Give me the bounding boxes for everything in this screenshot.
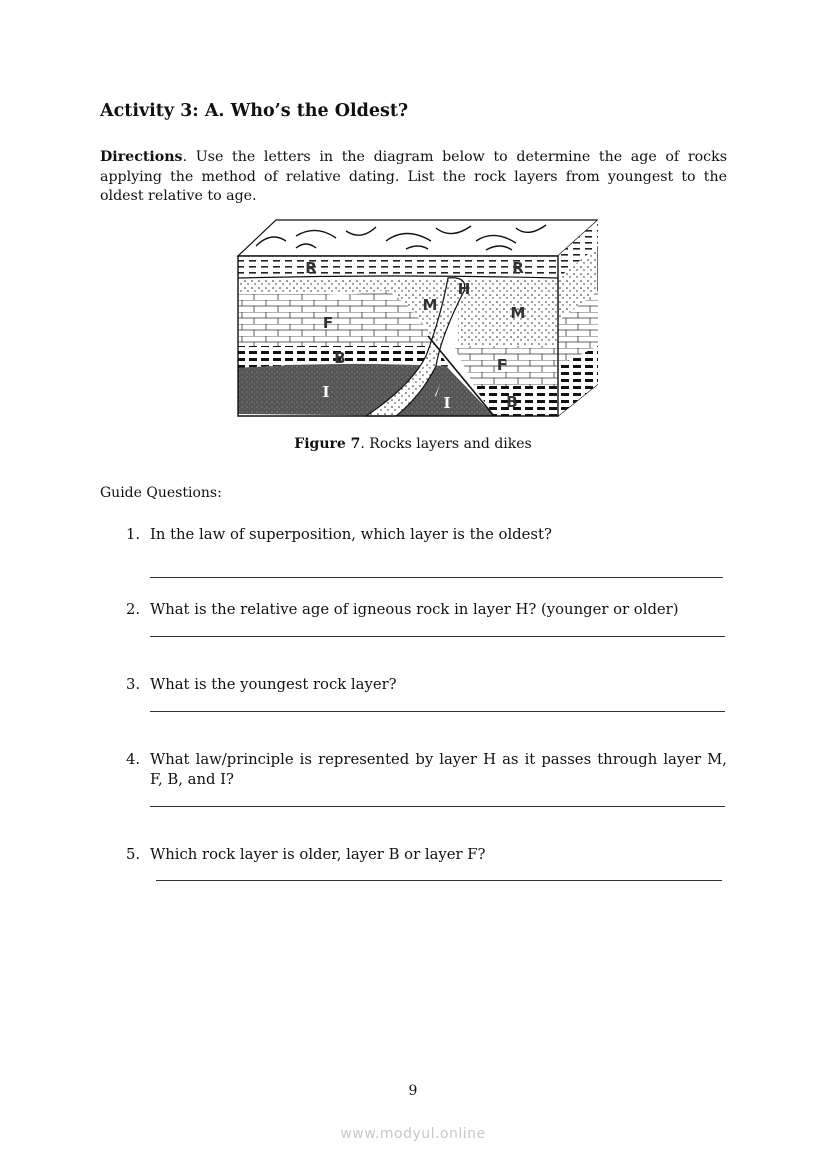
question-text: What is the relative age of igneous rock in layer H? (younger or older)	[150, 601, 679, 618]
label-I-right: I	[443, 394, 451, 412]
label-M-right: M	[510, 304, 526, 322]
watermark: www.modyul.online	[340, 1126, 486, 1142]
answer-line-1[interactable]	[150, 577, 723, 578]
label-B-right: B	[506, 393, 518, 411]
label-R-right: R	[512, 259, 524, 277]
question-number: 2.	[126, 601, 141, 618]
question-text: In the law of superposition, which layer is the oldest?	[150, 526, 552, 543]
label-F-right: F	[496, 356, 508, 374]
surface-top	[238, 220, 598, 256]
label-B-left: B	[334, 349, 346, 367]
label-R-left: R	[305, 259, 317, 277]
page-number: 9	[408, 1083, 418, 1099]
directions-label: Directions	[100, 149, 183, 165]
question-text: What law/principle is represented by layer H as it passes through layer M, F, B, and I?	[150, 751, 727, 788]
guide-questions-heading: Guide Questions:	[100, 485, 222, 501]
label-H: H	[457, 280, 471, 298]
answer-line-5[interactable]	[156, 880, 722, 881]
question-2	[126, 600, 727, 620]
activity-title: Activity 3: A. Who’s the Oldest?	[100, 101, 409, 121]
label-M-left: M	[422, 296, 438, 314]
question-text: Which rock layer is older, layer B or layer F?	[150, 846, 486, 863]
label-F-left: F	[322, 314, 334, 332]
question-number: 3.	[126, 676, 141, 693]
question-text: What is the youngest rock layer?	[150, 676, 397, 693]
question-5	[126, 845, 727, 865]
question-number: 4.	[126, 751, 141, 768]
answer-line-3[interactable]	[150, 711, 725, 712]
question-number: 5.	[126, 846, 141, 863]
figure-caption	[0, 436, 826, 452]
directions-paragraph	[100, 148, 727, 207]
question-1	[126, 525, 727, 545]
question-3	[126, 675, 727, 695]
rock-layers-diagram	[236, 216, 598, 418]
question-number: 1.	[126, 526, 141, 543]
caption-label: Figure 7	[294, 436, 361, 452]
answer-line-4[interactable]	[150, 806, 725, 807]
directions-text: . Use the letters in the diagram below to determine the age of rocks applying the method of relative dating. List the rock layers from youngest to the oldest relative to age.	[100, 149, 727, 204]
caption-text: . Rocks layers and dikes	[360, 436, 532, 452]
label-I-left: I	[322, 383, 330, 401]
question-4	[126, 750, 727, 790]
answer-line-2[interactable]	[150, 636, 725, 637]
